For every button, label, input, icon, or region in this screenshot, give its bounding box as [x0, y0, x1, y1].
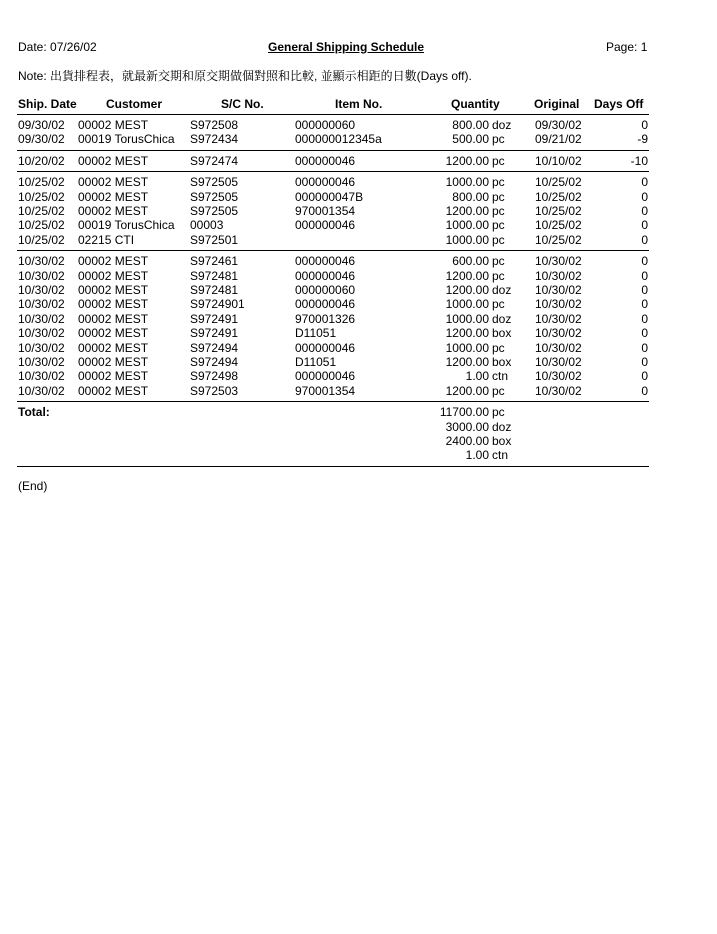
unit-cell: pc: [492, 254, 505, 269]
original-date-cell: 09/21/02: [535, 132, 582, 147]
quantity-cell: 800.00: [452, 189, 489, 204]
total-line: [0, 405, 717, 419]
quantity-cell: 1.00: [465, 369, 489, 384]
unit-cell: pc: [492, 153, 505, 168]
table-row: [0, 269, 717, 283]
days-off-cell: 0: [641, 355, 648, 369]
unit-cell: pc: [492, 268, 505, 283]
sc-no-cell: S972494: [190, 355, 239, 369]
quantity-cell: 1200.00: [445, 355, 489, 369]
item-no-cell: 000000047B: [295, 189, 364, 204]
unit-cell: pc: [492, 340, 505, 355]
table-row: [0, 204, 717, 218]
item-no-cell: 000000046: [295, 369, 356, 384]
ship-date-cell: 10/30/02: [18, 311, 65, 326]
table-row: [0, 326, 717, 340]
total-quantity: 11700.00: [439, 405, 489, 420]
quantity-cell: 600.00: [452, 254, 489, 269]
unit-cell: doz: [492, 311, 512, 326]
original-date-cell: 10/25/02: [535, 204, 582, 218]
item-no-cell: 000000046: [295, 175, 356, 190]
sc-no-cell: S972461: [190, 254, 239, 269]
days-off-cell: 0: [641, 283, 648, 297]
unit-cell: ctn: [492, 369, 509, 384]
totals-divider: [17, 466, 649, 467]
days-off-cell: 0: [641, 232, 648, 247]
quantity-cell: 1000.00: [445, 311, 489, 326]
original-date-cell: 10/30/02: [535, 369, 582, 384]
sc-no-cell: S9724901: [190, 297, 245, 312]
ship-date-cell: 10/30/02: [18, 340, 65, 355]
total-unit: doz: [492, 419, 512, 434]
sc-no-cell: S972494: [190, 340, 239, 355]
total-unit: pc: [492, 405, 505, 420]
item-no-cell: 000000046: [295, 153, 356, 168]
customer-cell: 00002 MEST: [78, 175, 149, 190]
ship-date-cell: 10/30/02: [18, 268, 65, 283]
quantity-cell: 1200.00: [445, 383, 489, 398]
customer-cell: 00002 MEST: [78, 153, 149, 168]
total-label: Total:: [18, 405, 50, 419]
col-sc-no: S/C No.: [221, 97, 264, 111]
item-no-cell: 970001354: [295, 204, 356, 218]
original-date-cell: 10/30/02: [535, 311, 582, 326]
ship-date-cell: 10/25/02: [18, 218, 65, 233]
ship-date-cell: 10/25/02: [18, 204, 65, 218]
item-no-cell: 970001326: [295, 311, 356, 326]
ship-date-cell: 10/30/02: [18, 254, 65, 269]
sc-no-cell: S972481: [190, 283, 239, 297]
sc-no-cell: S972491: [190, 311, 239, 326]
sc-no-cell: S972505: [190, 175, 239, 190]
sc-no-cell: S972474: [190, 153, 239, 168]
quantity-cell: 1200.00: [445, 204, 489, 218]
original-date-cell: 10/30/02: [535, 268, 582, 283]
days-off-cell: 0: [641, 218, 648, 233]
ship-date-cell: 10/25/02: [18, 232, 65, 247]
sc-no-cell: S972505: [190, 189, 239, 204]
quantity-cell: 1000.00: [445, 340, 489, 355]
header-divider: [17, 114, 649, 115]
days-off-cell: -9: [637, 132, 648, 147]
ship-date-cell: 10/25/02: [18, 189, 65, 204]
customer-cell: 00002 MEST: [78, 268, 149, 283]
page-number: Page: 1: [606, 40, 648, 54]
original-date-cell: 10/30/02: [535, 326, 582, 341]
unit-cell: pc: [492, 232, 505, 247]
sc-no-cell: S972505: [190, 204, 239, 218]
days-off-cell: 0: [641, 204, 648, 218]
customer-cell: 00002 MEST: [78, 204, 149, 218]
days-off-cell: 0: [641, 369, 648, 384]
unit-cell: pc: [492, 218, 505, 233]
days-off-cell: 0: [641, 189, 648, 204]
end-marker: (End): [18, 479, 48, 493]
ship-date-cell: 10/30/02: [18, 283, 65, 297]
customer-cell: 00002 MEST: [78, 189, 149, 204]
original-date-cell: 10/25/02: [535, 189, 582, 204]
original-date-cell: 10/30/02: [535, 383, 582, 398]
quantity-cell: 1000.00: [445, 175, 489, 190]
table-row: [0, 132, 717, 146]
sc-no-cell: S972491: [190, 326, 239, 341]
days-off-cell: 0: [641, 268, 648, 283]
item-no-cell: D11051: [295, 326, 337, 341]
sc-no-cell: S972501: [190, 232, 239, 247]
quantity-cell: 1000.00: [445, 218, 489, 233]
table-row: [0, 254, 717, 268]
group-divider: [17, 150, 649, 151]
table-row: [0, 190, 717, 204]
quantity-cell: 1200.00: [445, 153, 489, 168]
sc-no-cell: S972481: [190, 268, 239, 283]
ship-date-cell: 10/30/02: [18, 326, 65, 341]
item-no-cell: 000000046: [295, 297, 356, 312]
original-date-cell: 10/25/02: [535, 175, 582, 190]
table-row: [0, 283, 717, 297]
col-item-no: Item No.: [335, 97, 383, 111]
ship-date-cell: 10/20/02: [18, 153, 65, 168]
quantity-cell: 1200.00: [445, 268, 489, 283]
table-row: [0, 384, 717, 398]
original-date-cell: 10/30/02: [535, 254, 582, 269]
table-row: [0, 297, 717, 311]
total-unit: box: [492, 434, 512, 448]
ship-date-cell: 09/30/02: [18, 118, 65, 132]
item-no-cell: 970001354: [295, 383, 356, 398]
customer-cell: 02215 CTI: [78, 232, 135, 247]
item-no-cell: 000000012345a: [295, 132, 382, 147]
table-row: [0, 154, 717, 168]
total-line: [0, 448, 717, 462]
customer-cell: 00002 MEST: [78, 340, 149, 355]
col-ship-date: Ship. Date: [18, 97, 77, 111]
col-quantity: Quantity: [451, 97, 500, 111]
report-date: Date: 07/26/02: [18, 40, 97, 54]
unit-cell: doz: [492, 283, 512, 297]
item-no-cell: 000000046: [295, 340, 356, 355]
total-line: [0, 434, 717, 448]
customer-cell: 00002 MEST: [78, 297, 149, 312]
item-no-cell: 000000060: [295, 283, 356, 297]
days-off-cell: 0: [641, 297, 648, 312]
sc-no-cell: S972434: [190, 132, 239, 147]
table-row: [0, 118, 717, 132]
ship-date-cell: 09/30/02: [18, 132, 65, 147]
quantity-cell: 1000.00: [445, 297, 489, 312]
original-date-cell: 10/10/02: [535, 153, 582, 168]
quantity-cell: 1200.00: [445, 326, 489, 341]
report-title: General Shipping Schedule: [268, 40, 425, 54]
col-customer: Customer: [106, 97, 163, 111]
table-row: [0, 218, 717, 232]
ship-date-cell: 10/30/02: [18, 355, 65, 369]
report-note: Note: 出貨排程表，就最新交期和原交期做個對照和比較, 並顯示相距的日數(Days off).: [18, 69, 472, 83]
customer-cell: 00002 MEST: [78, 355, 149, 369]
ship-date-cell: 10/25/02: [18, 175, 65, 190]
total-line: [0, 420, 717, 434]
customer-cell: 00002 MEST: [78, 326, 149, 341]
days-off-cell: 0: [641, 175, 648, 190]
quantity-cell: 800.00: [452, 118, 489, 132]
customer-cell: 00002 MEST: [78, 283, 149, 297]
quantity-cell: 1200.00: [445, 283, 489, 297]
customer-cell: 00019 TorusChica: [78, 132, 175, 147]
ship-date-cell: 10/30/02: [18, 297, 65, 312]
customer-cell: 00002 MEST: [78, 383, 149, 398]
unit-cell: pc: [492, 132, 505, 147]
quantity-cell: 500.00: [452, 132, 489, 147]
original-date-cell: 10/30/02: [535, 297, 582, 312]
item-no-cell: 000000046: [295, 254, 356, 269]
days-off-cell: 0: [641, 326, 648, 341]
customer-cell: 00002 MEST: [78, 369, 149, 384]
days-off-cell: 0: [641, 383, 648, 398]
total-unit: ctn: [492, 448, 509, 463]
ship-date-cell: 10/30/02: [18, 383, 65, 398]
col-days-off: Days Off: [594, 97, 644, 111]
unit-cell: pc: [492, 189, 505, 204]
days-off-cell: 0: [641, 118, 648, 132]
days-off-cell: 0: [641, 254, 648, 269]
unit-cell: box: [492, 355, 512, 369]
table-row: [0, 369, 717, 383]
item-no-cell: 000000046: [295, 268, 356, 283]
customer-cell: 00002 MEST: [78, 311, 149, 326]
sc-no-cell: S972503: [190, 383, 239, 398]
group-divider: [17, 401, 649, 402]
sc-no-cell: S972508: [190, 118, 239, 132]
original-date-cell: 10/30/02: [535, 355, 582, 369]
group-divider: [17, 171, 649, 172]
sc-no-cell: S972498: [190, 369, 239, 384]
ship-date-cell: 10/30/02: [18, 369, 65, 384]
quantity-cell: 1000.00: [445, 232, 489, 247]
days-off-cell: 0: [641, 340, 648, 355]
table-row: [0, 341, 717, 355]
unit-cell: pc: [492, 383, 505, 398]
original-date-cell: 10/30/02: [535, 340, 582, 355]
item-no-cell: 000000060: [295, 118, 356, 132]
customer-cell: 00019 TorusChica: [78, 218, 175, 233]
original-date-cell: 10/25/02: [535, 218, 582, 233]
item-no-cell: 000000046: [295, 218, 356, 233]
unit-cell: pc: [492, 297, 505, 312]
col-original: Original: [534, 97, 580, 111]
unit-cell: box: [492, 326, 512, 341]
unit-cell: doz: [492, 118, 512, 132]
customer-cell: 00002 MEST: [78, 118, 149, 132]
table-row: [0, 175, 717, 189]
customer-cell: 00002 MEST: [78, 254, 149, 269]
group-divider: [17, 250, 649, 251]
days-off-cell: 0: [641, 311, 648, 326]
unit-cell: pc: [492, 175, 505, 190]
table-row: [0, 233, 717, 247]
days-off-cell: -10: [630, 153, 648, 168]
table-row: [0, 355, 717, 369]
total-quantity: 3000.00: [445, 419, 489, 434]
total-quantity: 1.00: [465, 448, 489, 463]
sc-no-cell: 00003: [190, 218, 224, 233]
table-row: [0, 312, 717, 326]
original-date-cell: 09/30/02: [535, 118, 582, 132]
unit-cell: pc: [492, 204, 505, 218]
total-quantity: 2400.00: [445, 434, 489, 448]
item-no-cell: D11051: [295, 355, 337, 369]
original-date-cell: 10/30/02: [535, 283, 582, 297]
original-date-cell: 10/25/02: [535, 232, 582, 247]
